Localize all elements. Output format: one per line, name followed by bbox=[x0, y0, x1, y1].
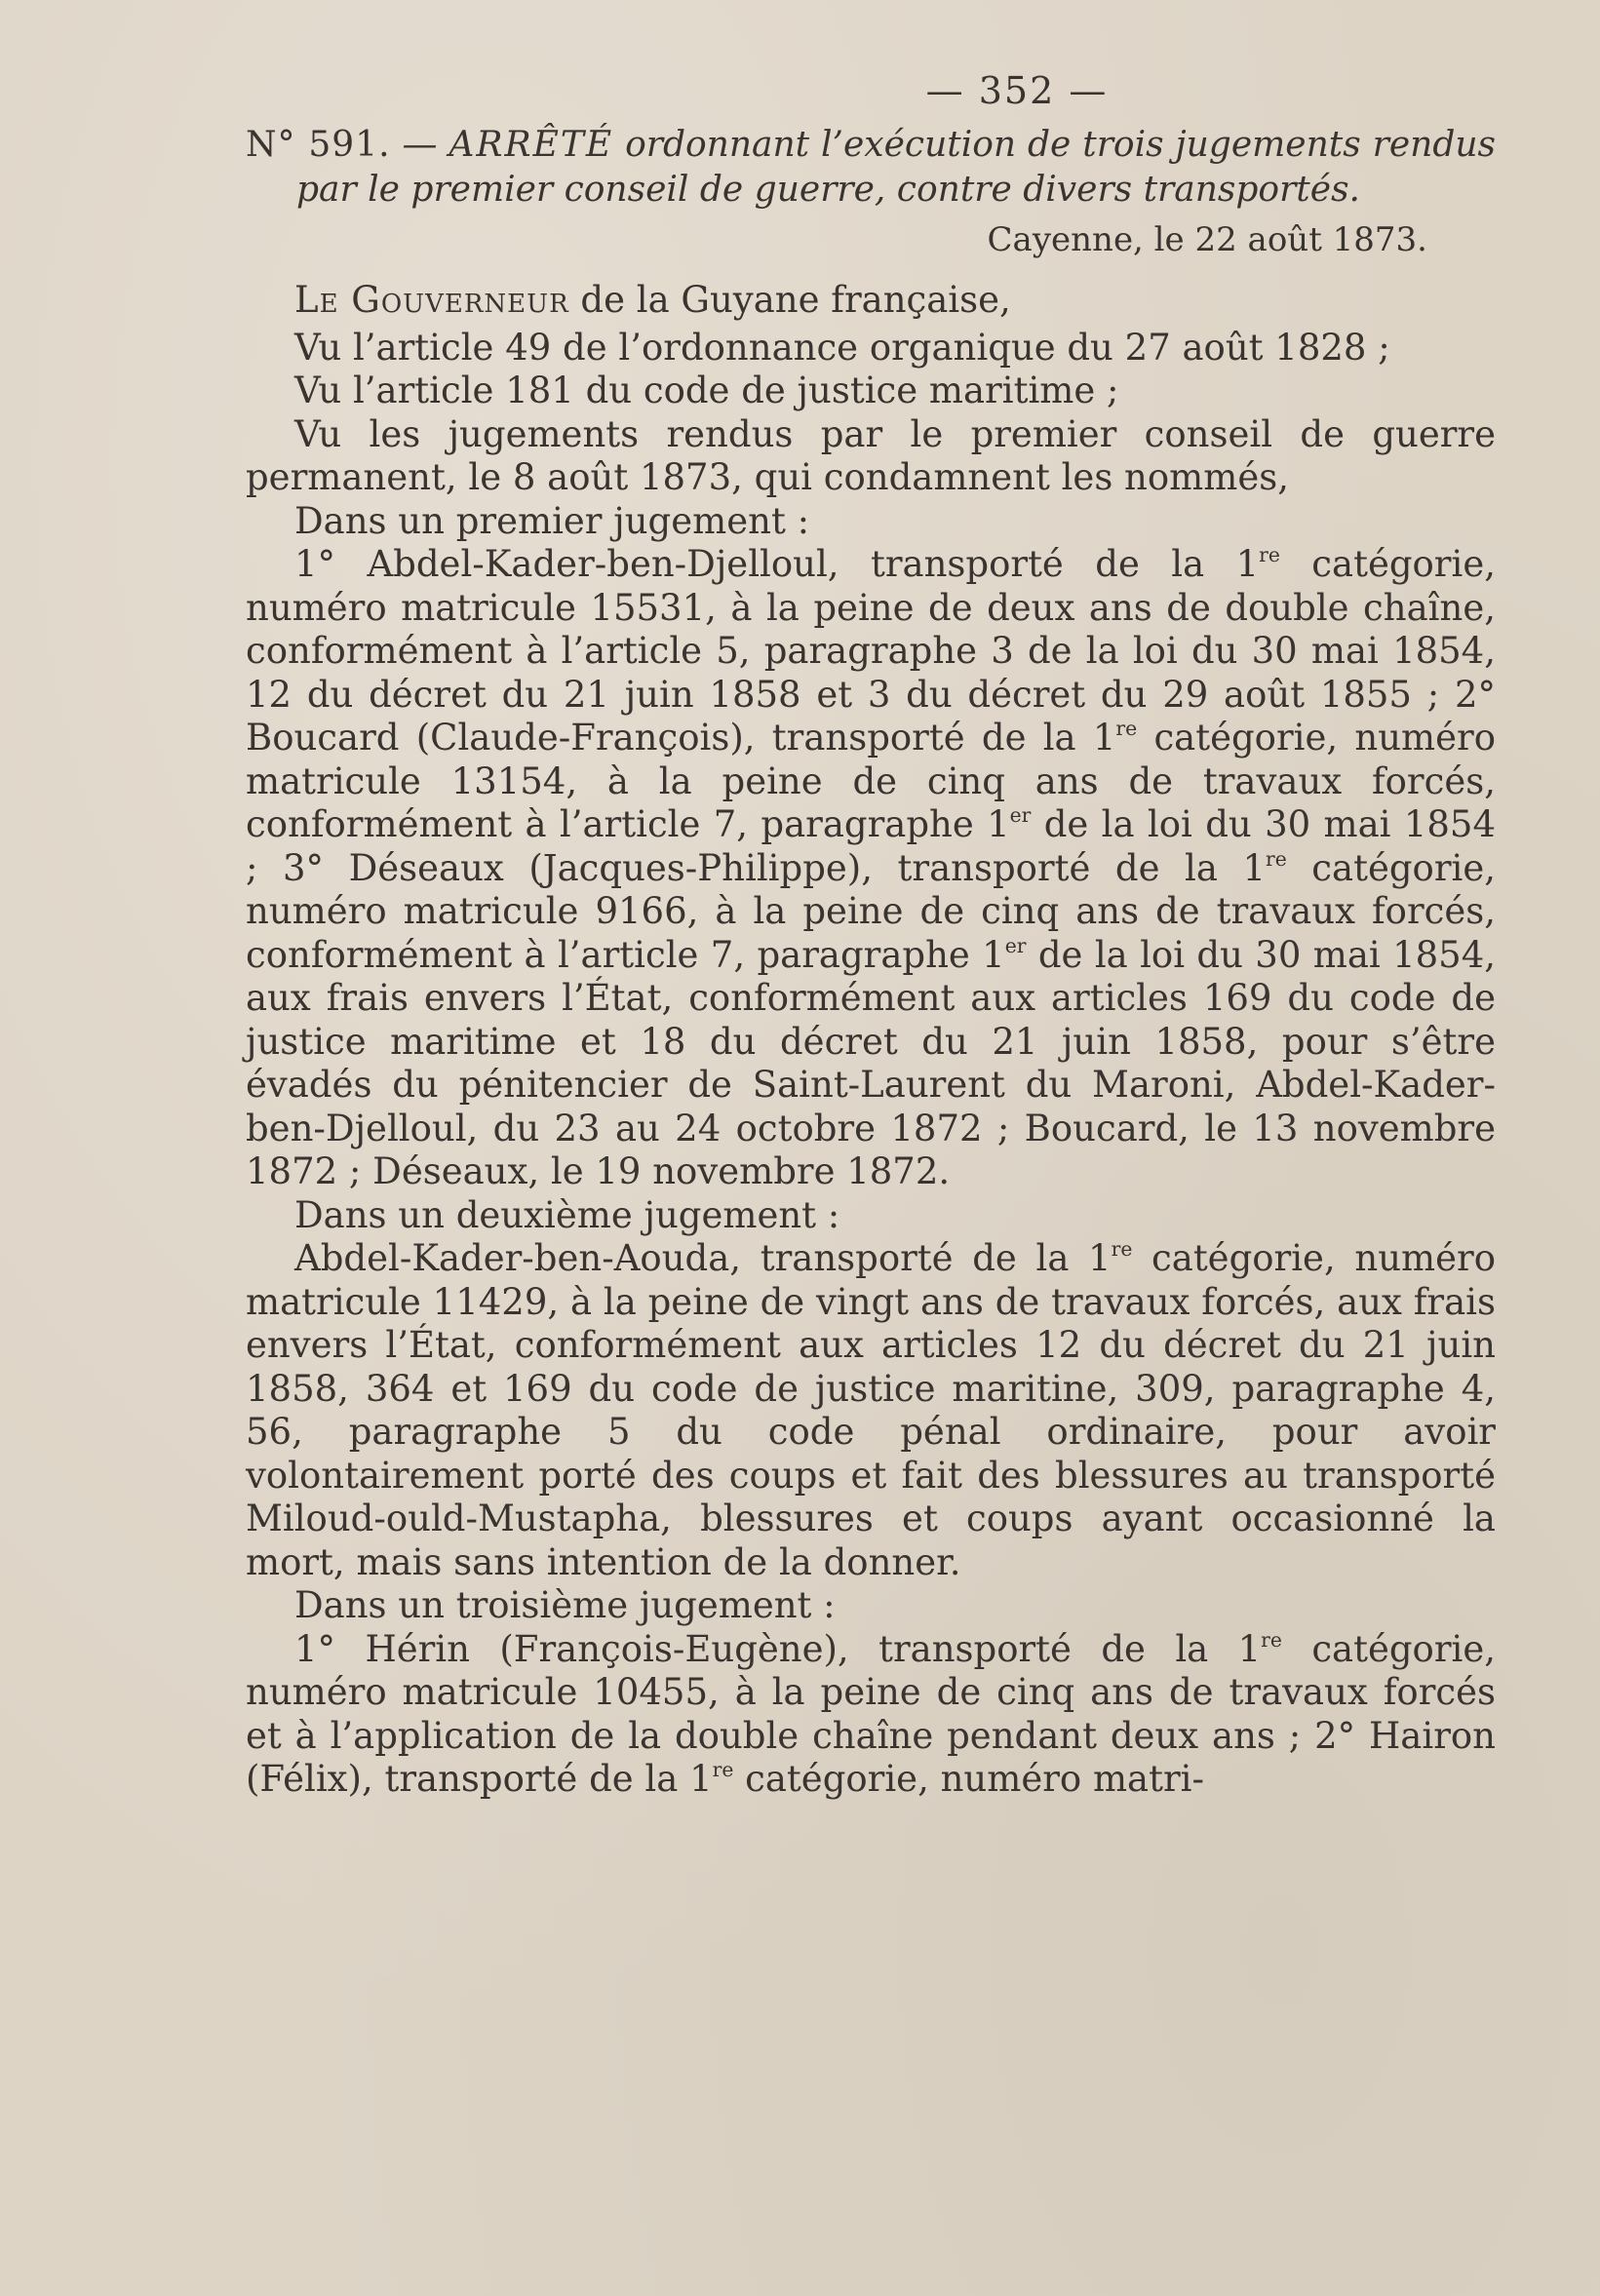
visa-2: Vu l’article 181 du code de justice maritime ; bbox=[294, 370, 1119, 411]
text-segment: catégorie, numéro matricule 11429, à la peine de vingt ans de travaux forcés, aux frais envers l’État, conformément aux articles 12 du décret du 21 juin 1858, 364 et 169 du code de justice maritine, 309, paragraphe 4, 56, paragraphe 5 du code pénal ordinaire, pour avoir volontairement porté des coups et fait des blessures au transporté Miloud-ould-Mustapha, blessures et coups ayant occasionné la mort, mais sans intention de la donner. bbox=[246, 1237, 1496, 1583]
second-judgment-text bbox=[246, 1237, 1496, 1584]
page-number: — 352 — bbox=[925, 69, 1109, 112]
text-segment: Abdel-Kader-ben-Aouda, transporté de la 1 bbox=[294, 1237, 1112, 1279]
governor-line bbox=[246, 279, 1496, 323]
decree-title-word: ARRÊTÉ bbox=[449, 125, 614, 165]
text-segment: catégorie, numéro matri- bbox=[733, 1758, 1204, 1800]
text-segment: 1° Hérin (François-Eugène), transporté de la 1 bbox=[294, 1627, 1262, 1670]
decree-number: N° 591. bbox=[246, 125, 391, 165]
first-judgment-text bbox=[246, 543, 1496, 1194]
superscript: er bbox=[1004, 933, 1027, 957]
superscript: re bbox=[1259, 542, 1280, 566]
text-segment: catégorie, numéro matricule 10455, à la peine de cinq ans de travaux forcés et à l’application de la double chaîne pendant deux ans ; 2° Hairon (Félix), transporté de la 1 bbox=[246, 1627, 1497, 1800]
text-segment: de la loi du 30 mai 1854 ; 3° Déseaux (Jacques-Philippe), transporté de la 1 bbox=[246, 803, 1496, 889]
superscript: re bbox=[1266, 846, 1287, 871]
text-block bbox=[246, 58, 1496, 1802]
third-judgment-text bbox=[246, 1628, 1496, 1802]
superscript: re bbox=[712, 1757, 734, 1781]
decree-dash: — bbox=[402, 125, 438, 165]
superscript: er bbox=[1009, 802, 1032, 827]
text-segment: catégorie, numéro matricule 15531, à la peine de deux ans de double chaîne, conformément à l’article 5, paragraphe 3 de la loi du 30 mai 1854, 12 du décret du 21 juin 1858 et 3 du décret du 29 août 1855 ; 2° Boucard (Claude-François), transporté de la 1 bbox=[246, 543, 1496, 759]
governor-title: Le Gouverneur bbox=[294, 279, 569, 321]
visa-1: Vu l’article 49 de l’ordonnance organique du 27 août 1828 ; bbox=[294, 326, 1390, 369]
superscript: re bbox=[1261, 1627, 1282, 1652]
text-segment: 1° Abdel-Kader-ben-Djelloul, transporté de la 1 bbox=[294, 543, 1260, 585]
superscript: re bbox=[1115, 716, 1138, 740]
visa-3: Vu les jugements rendus par le premier conseil de guerre permanent, le 8 août 1873, qui condamnent les nommés, bbox=[246, 412, 1496, 498]
place-date: Cayenne, le 22 août 1873. bbox=[987, 220, 1427, 259]
second-judgment-heading: Dans un deuxième jugement : bbox=[294, 1193, 840, 1236]
first-judgment-heading: Dans un premier jugement : bbox=[294, 499, 810, 542]
decree-title-rest: ordonnant l’exécution de trois jugements rendus par le premier conseil de guerre, contre divers transportés. bbox=[296, 125, 1497, 210]
text-segment: catégorie, numéro matricule 9166, à la peine de cinq ans de travaux forcés, conformément à l’article 7, paragraphe 1 bbox=[246, 846, 1496, 976]
text-segment: de la loi du 30 mai 1854, aux frais envers l’État, conformément aux articles 169 du code de justice maritime et 18 du décret du 21 juin 1858, pour s’être évadés du pénitencier de Saint-Laurent du Maroni, Abdel-Kader-ben-Djelloul, du 23 au 24 octobre 1872 ; Boucard, le 13 novembre 1872 ; Déseaux, le 19 novembre 1872. bbox=[246, 933, 1496, 1192]
governor-rest: de la Guyane française, bbox=[568, 279, 1011, 321]
decree-heading bbox=[246, 123, 1496, 213]
superscript: re bbox=[1111, 1236, 1133, 1261]
text-segment: catégorie, numéro matricule 13154, à la peine de cinq ans de travaux forcés, conformément à l’article 7, paragraphe 1 bbox=[246, 717, 1496, 845]
third-judgment-heading: Dans un troisième jugement : bbox=[294, 1584, 836, 1626]
